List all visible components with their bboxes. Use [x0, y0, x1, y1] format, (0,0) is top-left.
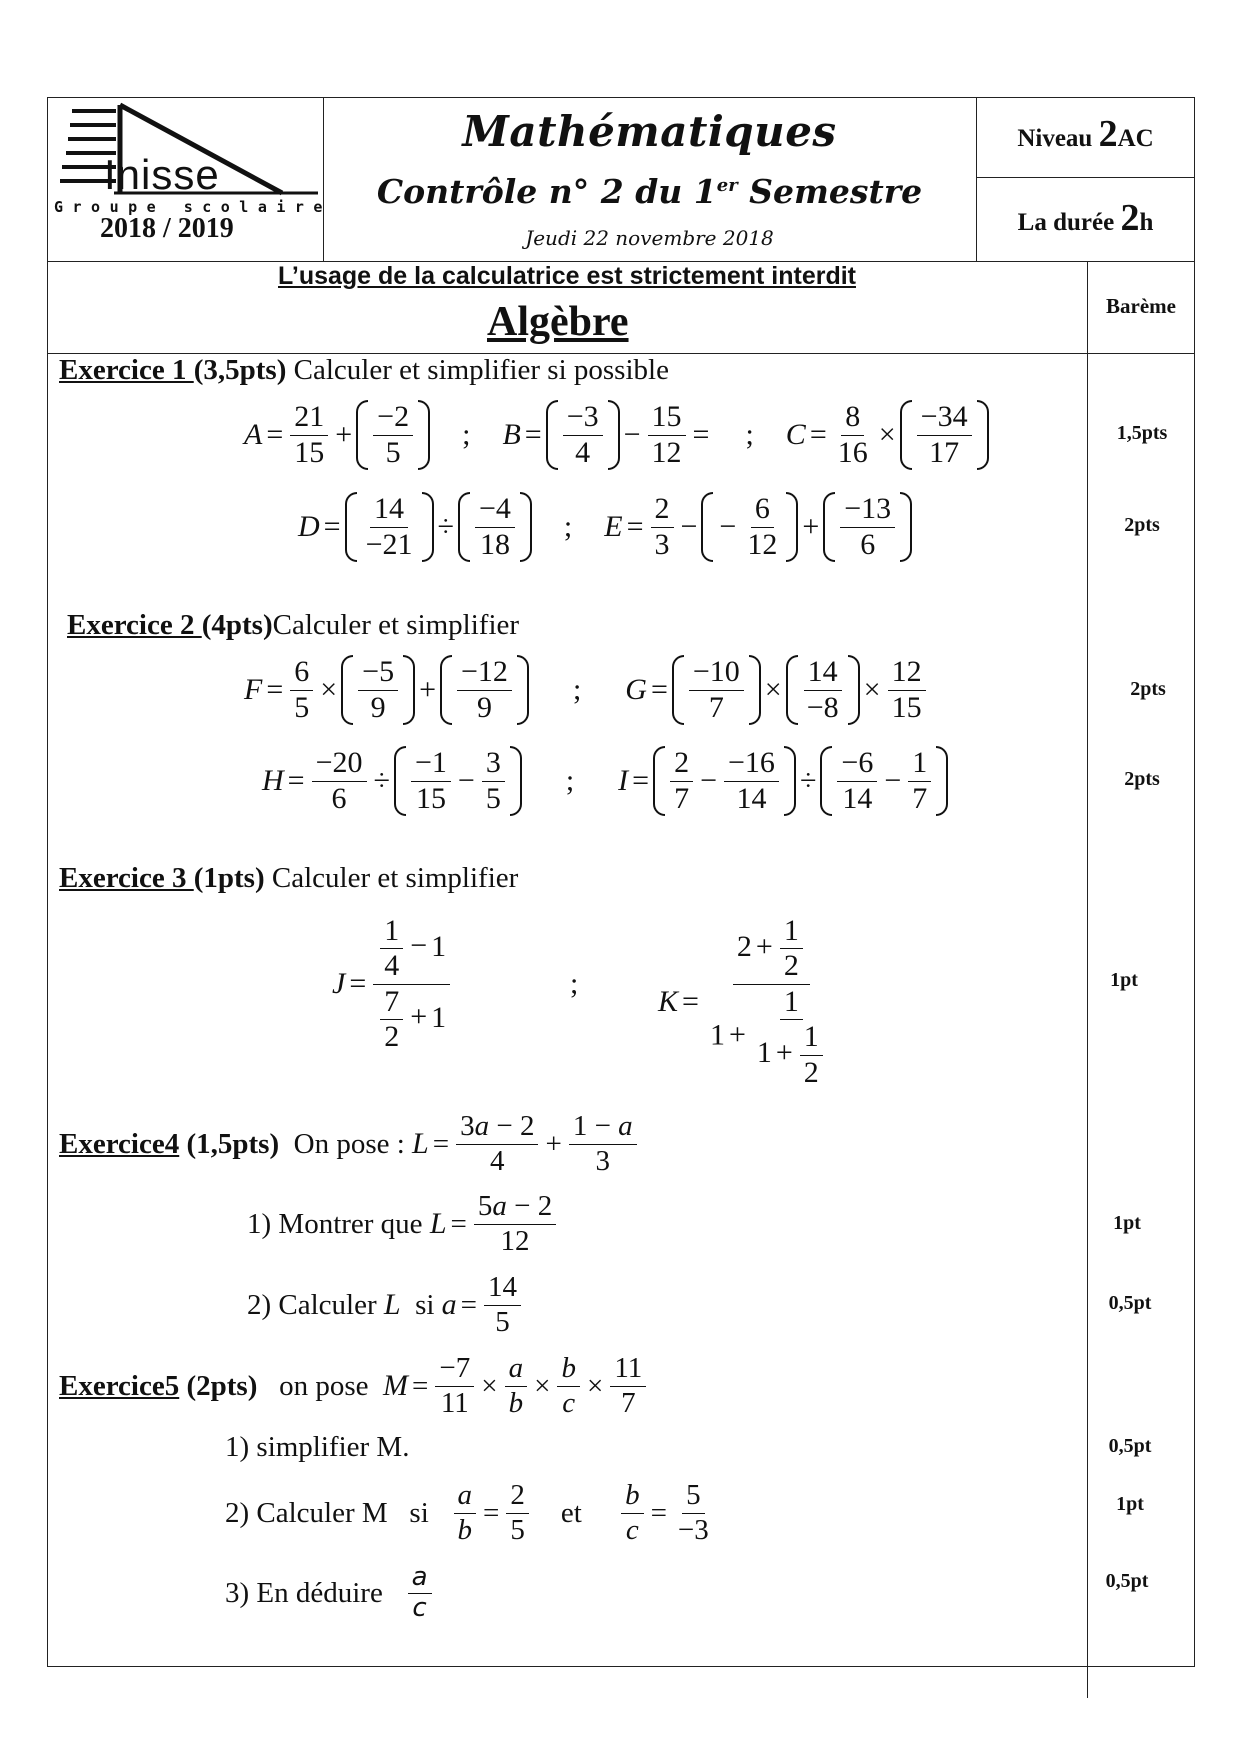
- ex4-item-2: 2) Calculer L si a = $\frac{14}{5}$: [247, 1265, 524, 1345]
- calculator-notice: L’usage de la calculatrice est strictement interdit: [278, 262, 856, 290]
- exercise-4-title: Exercice4: [59, 1127, 180, 1160]
- exercise-3-points: (1pts): [193, 862, 265, 894]
- ex2-line-2: H = $\frac{-20}{6}$ ÷ $\frac{-1}{15}$ − $\frac{3}{5}$ ; I = $\frac{2}{7}$ − $\frac{-16}{14}$ ÷ $\frac{-6}{14}$ − $\frac{1}{7}$: [262, 741, 948, 821]
- bareme-ex2-line2: 2pts: [1124, 768, 1160, 790]
- exercise-4-text: On pose :: [293, 1127, 405, 1160]
- duree-label: La durée: [1017, 209, 1115, 236]
- bareme-ex5-item2: 1pt: [1116, 1493, 1144, 1515]
- ex4-item-1-text: 1) Montrer que: [247, 1207, 423, 1240]
- school-year: 2018 / 2019: [100, 213, 234, 244]
- bareme-ex4-item1: 1pt: [1113, 1212, 1141, 1234]
- exercise-4-header: Exercice4 (1,5pts) On pose : L = $\frac{3a - 2}{4}$ + $\frac{1 - a}{3}$: [59, 1104, 640, 1184]
- exercise-3-title: Exercice 3: [59, 862, 194, 894]
- ex4-item-2-text: 2) Calculer: [247, 1288, 377, 1321]
- exercise-2-header: [67, 609, 519, 642]
- ex5-item-3-text: 3) En déduire: [225, 1576, 383, 1609]
- bareme-ex4-item2: 0,5pt: [1108, 1292, 1152, 1314]
- ex3-expression-k: K = 2 + $\frac{1}{2}$ 1 + 1 1 + $\frac{1}{2}$: [658, 902, 840, 1102]
- logo-subtitle: Groupe scolaire: [54, 198, 332, 216]
- exercise-2-text: Calculer et simplifier: [272, 609, 520, 641]
- ex5-item-1: 1) simplifier M.: [225, 1431, 410, 1463]
- ex5-item-2: 2) Calculer M si $\frac{a}{b}$ = $\frac{2}{5}$ et $\frac{b}{c}$ = $\frac{5}{-3}$: [225, 1479, 709, 1546]
- niveau: [976, 112, 1195, 156]
- exercise-5-title: Exercice5: [59, 1369, 180, 1402]
- exercise-1-points: (3,5pts): [193, 354, 287, 386]
- section-title: Algèbre: [487, 299, 629, 345]
- bareme-ex1-line1: 1,5pts: [1116, 422, 1168, 444]
- duree: [976, 196, 1195, 240]
- bareme-ex1-line2: 2pts: [1124, 514, 1160, 536]
- ex1-line-2: D = $\frac{14}{-21}$ ÷ $\frac{-4}{18}$ ; E = $\frac{2}{3}$ − − $\frac{6}{12}$ + $\frac{-13}{6}$: [298, 487, 912, 567]
- exercise-3-text: Calculer et simplifier: [271, 862, 519, 894]
- bareme-ex5-item1: 0,5pt: [1108, 1435, 1152, 1457]
- exercise-5-points: (2pts): [186, 1369, 258, 1402]
- exercise-1-text: Calculer et simplifier si possible: [293, 354, 669, 386]
- bareme-header: Barème: [1106, 294, 1176, 318]
- bareme-ex2-line1: 2pts: [1130, 678, 1166, 700]
- niveau-label: Niveau: [1017, 125, 1093, 152]
- exercise-5-header: Exercice5 (2pts) on pose M = $\frac{-7}{11}$ × $\frac{a}{b}$ × $\frac{b}{c}$ × $\frac{11}{7}$: [59, 1346, 649, 1426]
- ex3-expression-j: J = $\frac{1}{4}$ − 1 $\frac{7}{2}$ + 1: [332, 906, 453, 1062]
- page-title: Mathématiques: [462, 107, 837, 156]
- exam-subtitle: Contrôle n° 2 du 1er Semestre: [376, 172, 923, 211]
- ex1-line-1: A = $\frac{21}{15}$ + $\frac{-2}{5}$ ; B = $\frac{-3}{4}$ − $\frac{15}{12}$ = ; C = $\frac{8}{16}$ × $\frac{-34}{17}$: [244, 395, 989, 475]
- ex4-item-1: 1) Montrer que L = $\frac{5a - 2}{12}$: [247, 1184, 559, 1264]
- ex5-item-2-et: et: [560, 1496, 582, 1529]
- frame-niveau-divider: [976, 177, 1195, 178]
- frame-left: [47, 97, 48, 1666]
- exercise-5-text: on pose: [279, 1369, 369, 1402]
- exercise-2-points: (4pts): [201, 609, 273, 641]
- ex5-item-3: 3) En déduire $\frac{a}{c}$: [225, 1553, 435, 1633]
- frame-bottom: [47, 1666, 1195, 1667]
- exam-date: Jeudi 22 novembre 2018: [525, 226, 774, 250]
- school-logo: [52, 101, 332, 257]
- ex2-line-1: F = $\frac{6}{5}$ × $\frac{-5}{9}$ + $\frac{-12}{9}$ ; G = $\frac{-10}{7}$ × $\frac{14}{-8}$ × $\frac{12}{15}$: [244, 650, 929, 730]
- exercise-3-header: [59, 862, 518, 895]
- frame-right: [1194, 97, 1195, 1666]
- ex5-item-2-si: si: [409, 1496, 429, 1529]
- exercise-4-points: (1,5pts): [186, 1127, 280, 1160]
- duree-suffix: h: [1139, 209, 1154, 236]
- niveau-value: 2: [1098, 113, 1118, 155]
- frame-top: [47, 97, 1195, 98]
- niveau-suffix: AC: [1117, 125, 1154, 152]
- exercise-2-title: Exercice 2: [67, 609, 202, 641]
- exercise-1-title: Exercice 1: [59, 354, 194, 386]
- logo-word: Inisse: [104, 151, 220, 198]
- ex3-separator: ;: [570, 967, 579, 1000]
- bareme-ex5-item3: 0,5pt: [1105, 1570, 1149, 1592]
- bareme-ex3: 1pt: [1110, 969, 1138, 991]
- duree-value: 2: [1120, 197, 1140, 239]
- exercise-1-header: [59, 354, 669, 387]
- ex5-item-2-text: 2) Calculer M: [225, 1496, 388, 1529]
- ex4-item-2-si: si: [415, 1288, 435, 1321]
